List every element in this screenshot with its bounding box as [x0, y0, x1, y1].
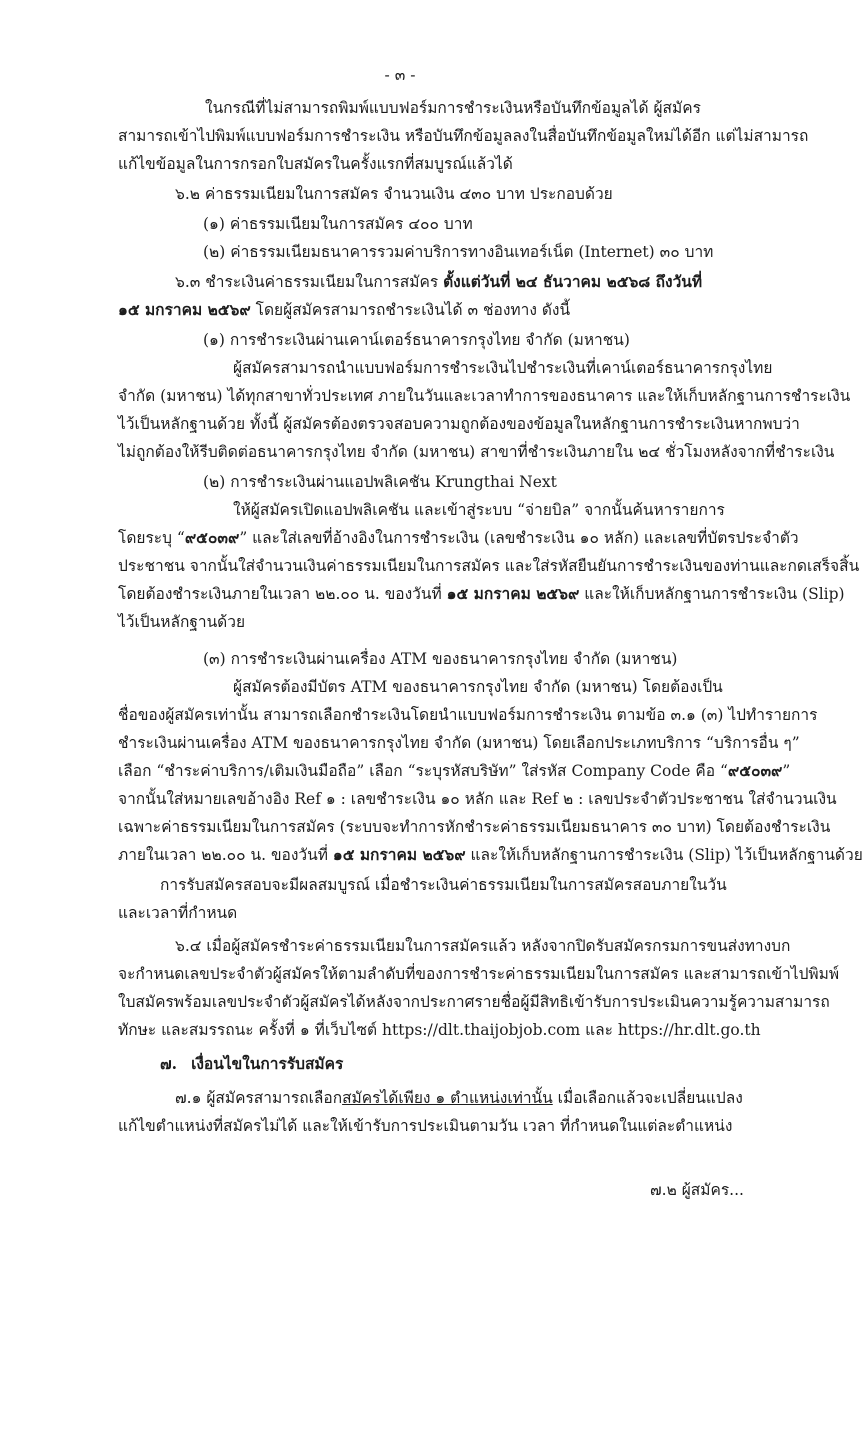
paragraph-line: ประชาชน จากนั้นใส่จำนวนเงินค่าธรรมเนียมในการสมัคร และใส่รหัสยืนยันการชำระเงินของท่านและกดเสร็จสิ้น — [118, 557, 860, 575]
paragraph-line: ผู้สมัครต้องมีบัตร ATM ของธนาคารกรุงไทย จำกัด (มหาชน) โดยต้องเป็น — [233, 678, 723, 696]
paragraph-line: จะกำหนดเลขประจำตัวผู้สมัครให้ตามลำดับที่ของการชำระค่าธรรมเนียมในการสมัคร และสามารถเข้าไปพิมพ์ — [118, 965, 840, 983]
company-code: ๙๕๐๓๙ — [727, 761, 783, 780]
list-item: (๒) การชำระเงินผ่านแอปพลิเคชัน Krungthai Next — [203, 473, 557, 491]
paragraph-line: จากนั้นใส่หมายเลขอ้างอิง Ref ๑ : เลขชำระเงิน ๑๐ หลัก และ Ref ๒ : เลขประจำตัวประชาชน ใส่จำนวนเงิน — [118, 790, 837, 808]
payment-period-start: ตั้งแต่วันที่ ๒๔ ธันวาคม ๒๕๖๘ ถึงวันที่ — [443, 272, 703, 291]
payment-deadline: ๑๕ มกราคม ๒๕๖๙ — [332, 845, 466, 864]
paragraph-line: ชื่อของผู้สมัครเท่านั้น สามารถเลือกชำระเงินโดยนำแบบฟอร์มการชำระเงิน ตามข้อ ๓.๑ (๓) ไปทำรายการ — [118, 706, 818, 724]
paragraph-line: ผู้สมัครสามารถนำแบบฟอร์มการชำระเงินไปชำระเงินที่เคาน์เตอร์ธนาคารกรุงไทย — [233, 359, 773, 377]
paragraph-line: ไว้เป็นหลักฐานด้วย ทั้งนี้ ผู้สมัครต้องตรวจสอบความถูกต้องของข้อมูลในหลักฐานการชำระเงินหากพบว่า — [118, 415, 800, 433]
page-number: - ๓ - — [384, 66, 416, 84]
paragraph-line: แก้ไขข้อมูลในการกรอกใบสมัครในครั้งแรกที่สมบูรณ์แล้วได้ — [118, 155, 513, 173]
section-7-heading: ๗. เงื่อนไขในการรับสมัคร — [160, 1054, 344, 1073]
payment-deadline: ๑๕ มกราคม ๒๕๖๙ — [118, 300, 251, 319]
list-item: (๓) การชำระเงินผ่านเครื่อง ATM ของธนาคารกรุงไทย จำกัด (มหาชน) — [203, 650, 678, 668]
list-item: (๑) ค่าธรรมเนียมในการสมัคร ๔๐๐ บาท — [203, 215, 473, 233]
paragraph-line: การรับสมัครสอบจะมีผลสมบูรณ์ เมื่อชำระเงินค่าธรรมเนียมในการสมัครสอบภายในวัน — [160, 876, 727, 894]
paragraph-line: เลือก “ชำระค่าบริการ/เติมเงินมือถือ” เลือก “ระบุรหัสบริษัท” ใส่รหัส Company Code คือ “๙๕๐๓๙” — [118, 761, 791, 780]
section-6-2-heading: ๖.๒ ค่าธรรมเนียมในการสมัคร จำนวนเงิน ๔๓๐ บาท ประกอบด้วย — [175, 185, 613, 203]
paragraph-line: จำกัด (มหาชน) ได้ทุกสาขาทั่วประเทศ ภายในวันและเวลาทำการของธนาคาร และให้เก็บหลักฐานการชำระเงิน — [118, 387, 851, 405]
paragraph-line: ชำระเงินผ่านเครื่อง ATM ของธนาคารกรุงไทย จำกัด (มหาชน) โดยเลือกประเภทบริการ “บริการอื่น ๆ” — [118, 734, 800, 752]
paragraph-line: ใบสมัครพร้อมเลขประจำตัวผู้สมัครได้หลังจากประกาศรายชื่อผู้มีสิทธิเข้ารับการประเมินความรู้ความสามารถ — [118, 993, 830, 1011]
section-6-3-heading: ๖.๓ ชำระเงินค่าธรรมเนียมในการสมัคร ตั้งแต่วันที่ ๒๔ ธันวาคม ๒๕๖๘ ถึงวันที่ — [175, 272, 703, 291]
paragraph-line: ทักษะ และสมรรถนะ ครั้งที่ ๑ ที่เว็บไซต์ https://dlt.thaijobjob.com และ https://hr.dlt.go.th — [118, 1021, 761, 1039]
paragraph-line: และเวลาที่กำหนด — [118, 904, 238, 922]
section-7-1-heading: ๗.๑ ผู้สมัครสามารถเลือกสมัครได้เพียง ๑ ตำแหน่งเท่านั้น เมื่อเลือกแล้วจะเปลี่ยนแปลง — [175, 1089, 743, 1107]
paragraph-line: ในกรณีที่ไม่สามารถพิมพ์แบบฟอร์มการชำระเงินหรือบันทึกข้อมูลได้ ผู้สมัคร — [205, 99, 701, 117]
section-6-4-heading: ๖.๔ เมื่อผู้สมัครชำระค่าธรรมเนียมในการสมัครแล้ว หลังจากปิดรับสมัครกรมการขนส่งทางบก — [175, 937, 791, 955]
biller-code: ๙๕๐๓๙ — [184, 528, 240, 547]
payment-deadline: ๑๕ มกราคม ๒๕๖๙ — [446, 584, 580, 603]
list-item: (๒) ค่าธรรมเนียมธนาคารรวมค่าบริการทางอินเทอร์เน็ต (Internet) ๓๐ บาท — [203, 243, 714, 261]
paragraph-line: สามารถเข้าไปพิมพ์แบบฟอร์มการชำระเงิน หรือบันทึกข้อมูลลงในสื่อบันทึกข้อมูลใหม่ได้อีก แต่ไม่สามารถ — [118, 127, 809, 145]
paragraph-line: ภายในเวลา ๒๒.๐๐ น. ของวันที่ ๑๕ มกราคม ๒๕๖๙ และให้เก็บหลักฐานการชำระเงิน (Slip) ไว้เป็นหลักฐานด้วย — [118, 845, 863, 864]
paragraph-line: แก้ไขตำแหน่งที่สมัครไม่ได้ และให้เข้ารับการประเมินตามวัน เวลา ที่กำหนดในแต่ละตำแหน่ง — [118, 1117, 733, 1135]
paragraph-line: เฉพาะค่าธรรมเนียมในการสมัคร (ระบบจะทำการหักชำระค่าธรรมเนียมธนาคาร ๓๐ บาท) โดยต้องชำระเงิน — [118, 818, 831, 836]
paragraph-line: ไม่ถูกต้องให้รีบติดต่อธนาคารกรุงไทย จำกัด (มหาชน) สาขาที่ชำระเงินภายใน ๒๔ ชั่วโมงหลังจากที่ชำระเงิน — [118, 443, 835, 461]
paragraph-line: ให้ผู้สมัครเปิดแอปพลิเคชัน และเข้าสู่ระบบ “จ่ายบิล” จากนั้นค้นหารายการ — [233, 501, 725, 519]
paragraph-line: ไว้เป็นหลักฐานด้วย — [118, 613, 246, 631]
paragraph-line: โดยระบุ “๙๕๐๓๙” และใส่เลขที่อ้างอิงในการชำระเงิน (เลขชำระเงิน ๑๐ หลัก) และเลขที่บัตรประจำตัว — [118, 528, 799, 547]
list-item: (๑) การชำระเงินผ่านเคาน์เตอร์ธนาคารกรุงไทย จำกัด (มหาชน) — [203, 331, 630, 349]
paragraph-line: โดยต้องชำระเงินภายในเวลา ๒๒.๐๐ น. ของวันที่ ๑๕ มกราคม ๒๕๖๙ และให้เก็บหลักฐานการชำระเงิน (Slip) — [118, 584, 845, 603]
one-position-only: สมัครได้เพียง ๑ ตำแหน่งเท่านั้น — [342, 1089, 553, 1107]
paragraph-line: ๑๕ มกราคม ๒๕๖๙ โดยผู้สมัครสามารถชำระเงินได้ ๓ ช่องทาง ดังนี้ — [118, 300, 571, 319]
continuation-note: ๗.๒ ผู้สมัคร... — [650, 1181, 744, 1199]
